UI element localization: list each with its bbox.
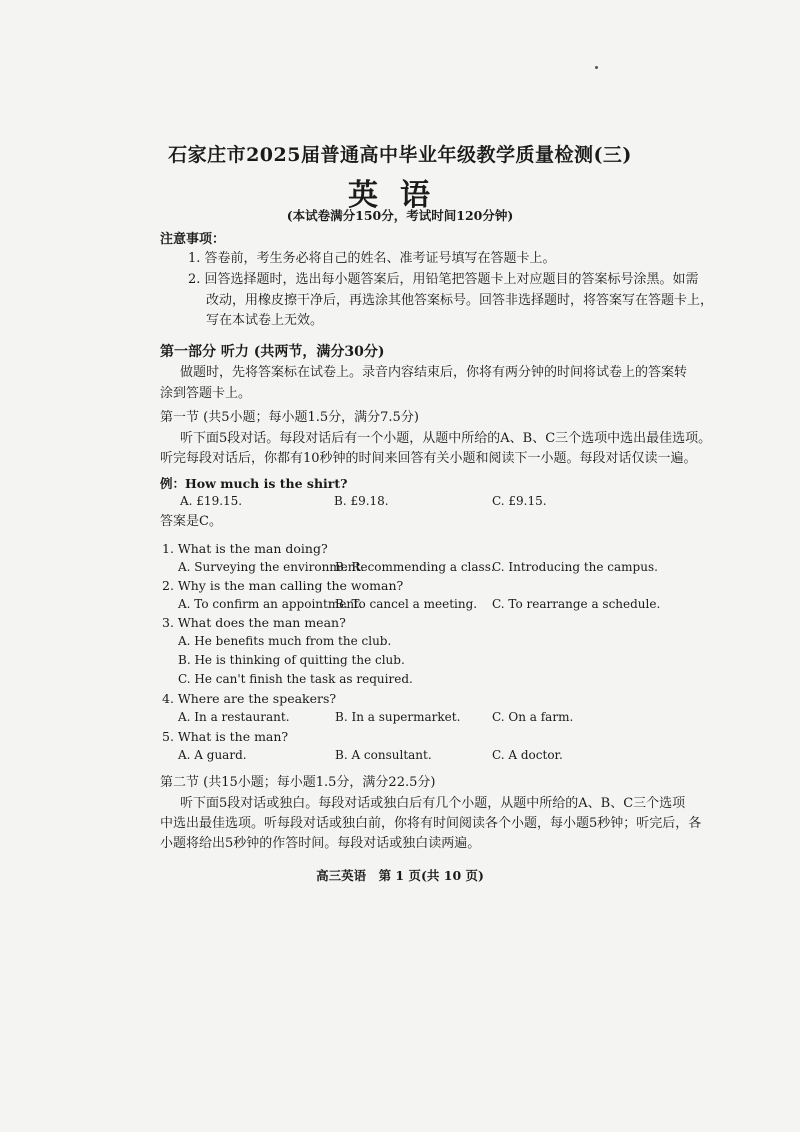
question-1-option-b: B. Recommending a class.: [335, 560, 495, 574]
scan-speck: [595, 66, 598, 69]
subject-title: 英语: [348, 178, 452, 213]
question-4-option-b: B. In a supermarket.: [335, 710, 461, 724]
question-3-option-b: B. He is thinking of quitting the club.: [178, 653, 405, 667]
question-2-option-b: B. To cancel a meeting.: [335, 597, 478, 611]
section2-heading: 第二节 (共15小题；每小题1.5分，满分22.5分): [160, 775, 436, 790]
part1-intro-line-2: 涂到答题卡上。: [160, 386, 252, 401]
part1-intro-line-1: 做题时，先将答案标在试卷上。录音内容结束后，你将有两分钟的时间将试卷上的答案转: [180, 365, 688, 380]
example-option-b: B. £9.18.: [334, 494, 389, 508]
question-3-option-a: A. He benefits much from the club.: [178, 634, 392, 648]
question-1-option-a: A. Surveying the environment.: [178, 560, 365, 574]
question-4-stem: 4. Where are the speakers?: [162, 691, 337, 706]
question-5-stem: 5. What is the man?: [162, 729, 289, 744]
question-2-option-c: C. To rearrange a schedule.: [492, 597, 661, 611]
question-3-stem: 3. What does the man mean?: [162, 615, 346, 630]
exam-info: (本试卷满分150分，考试时间120分钟): [286, 208, 514, 223]
page-footer: 高三英语 第 1 页(共 10 页): [316, 868, 484, 883]
section1-intro-line-1: 听下面5段对话。每段对话后有一个小题，从题中所给的A、B、C三个选项中选出最佳选项。: [180, 431, 712, 446]
section2-intro-line-2: 中选出最佳选项。听每段对话或独白前，你将有时间阅读各个小题，每小题5秒钟；听完后，各: [160, 816, 702, 831]
notice-item-1: 1. 答卷前，考生务必将自己的姓名、准考证号填写在答题卡上。: [188, 251, 556, 266]
question-2-stem: 2. Why is the man calling the woman?: [162, 578, 404, 593]
notice-item-2-line-2: 改动，用橡皮擦干净后，再选涂其他答案标号。回答非选择题时，将答案写在答题卡上，: [206, 293, 714, 308]
question-5-option-c: C. A doctor.: [492, 748, 563, 762]
section1-heading: 第一节 (共5小题；每小题1.5分，满分7.5分): [160, 410, 419, 425]
notice-heading: 注意事项：: [160, 232, 226, 247]
example-answer: 答案是C。: [160, 514, 222, 529]
notice-item-2-line-3: 写在本试卷上无效。: [206, 313, 324, 328]
section2-intro-line-1: 听下面5段对话或独白。每段对话或独白后有几个小题，从题中所给的A、B、C三个选项: [180, 796, 686, 811]
question-4-option-a: A. In a restaurant.: [178, 710, 290, 724]
notice-item-2-line-1: 2. 回答选择题时，选出每小题答案后，用铅笔把答题卡上对应题目的答案标号涂黑。如需: [188, 272, 699, 287]
example-question: 例：How much is the shirt?: [160, 476, 348, 491]
question-1-option-c: C. Introducing the campus.: [492, 560, 658, 574]
question-2-option-a: A. To confirm an appointment.: [178, 597, 363, 611]
section1-intro-line-2: 听完每段对话后，你都有10秒钟的时间来回答有关小题和阅读下一小题。每段对话仅读一遍。: [160, 451, 697, 466]
question-1-stem: 1. What is the man doing?: [162, 541, 328, 556]
question-3-option-c: C. He can't finish the task as required.: [178, 672, 413, 686]
exam-title: 石家庄市2025届普通高中毕业年级教学质量检测(三): [168, 144, 632, 166]
example-option-c: C. £9.15.: [492, 494, 547, 508]
part1-heading: 第一部分 听力 (共两节，满分30分): [160, 344, 385, 360]
question-4-option-c: C. On a farm.: [492, 710, 574, 724]
example-option-a: A. £19.15.: [180, 494, 243, 508]
question-5-option-a: A. A guard.: [178, 748, 247, 762]
question-5-option-b: B. A consultant.: [335, 748, 432, 762]
section2-intro-line-3: 小题将给出5秒钟的作答时间。每段对话或独白读两遍。: [160, 836, 481, 851]
